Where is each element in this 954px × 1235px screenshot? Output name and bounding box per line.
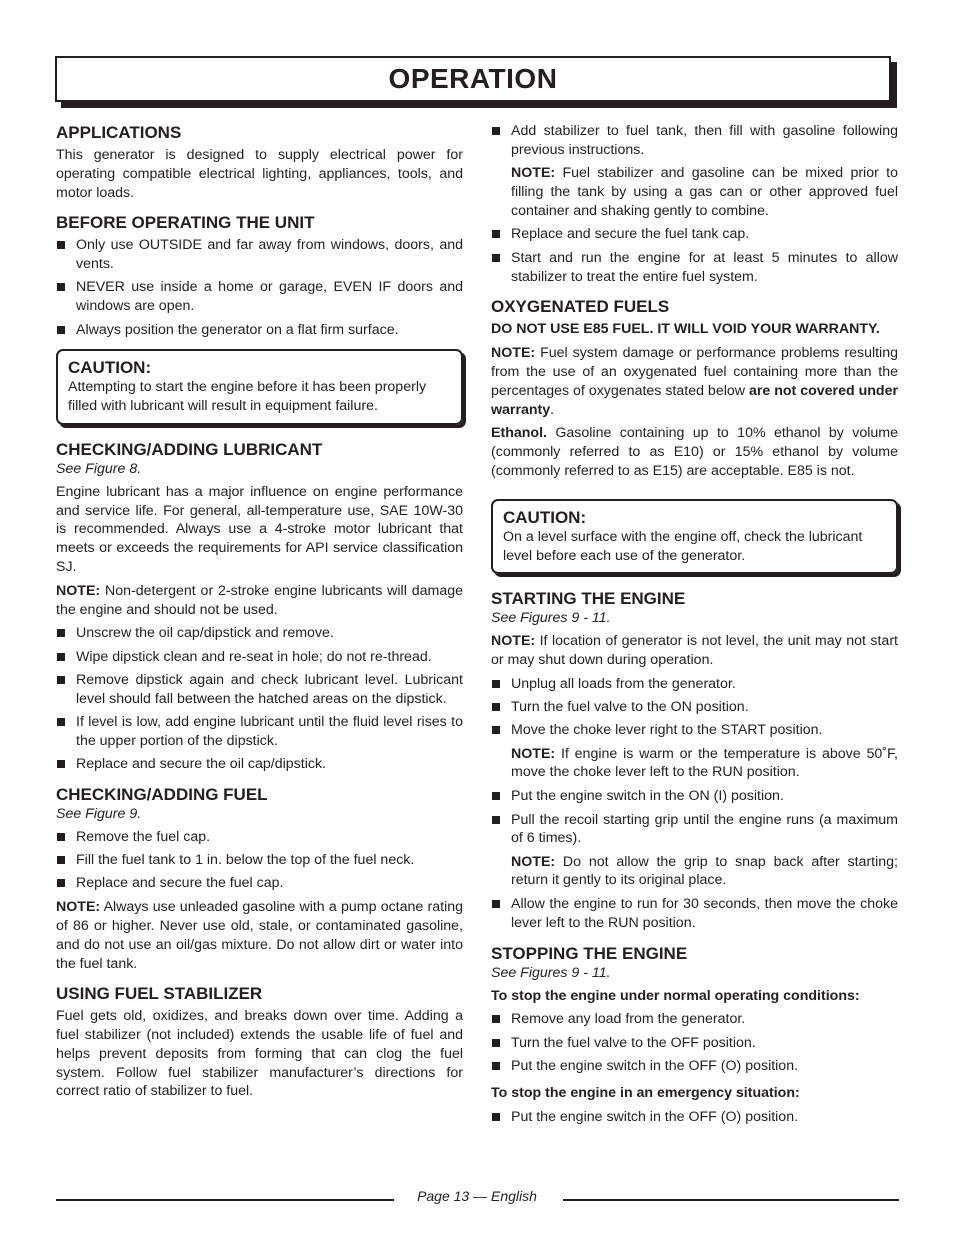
square-bullet-icon [57, 856, 65, 864]
paragraph: Ethanol. Gasoline containing up to 10% ethanol by volume (commonly referred to as E10) or 15% ethanol by volume (commonly referred to as E15) are acceptable. E85 is not. [491, 425, 898, 479]
bullet-list [491, 122, 898, 160]
section-before-operating [56, 212, 463, 339]
section-heading: CHECKING/ADDING FUEL [56, 784, 268, 804]
right-column [491, 122, 898, 1136]
section-fuel [56, 784, 463, 973]
list-item: Turn the fuel valve to the ON position. [491, 698, 898, 717]
subheading: To stop the engine in an emergency situation: [491, 1084, 800, 1101]
list-item: Remove dipstick again and check lubricant level. Lubricant level should fall between the hatched areas on the dipstick. [56, 671, 463, 709]
section-heading: STARTING THE ENGINE [491, 589, 686, 609]
square-bullet-icon [57, 760, 65, 768]
list-item: Only use OUTSIDE and far away from windows, doors, and vents. [56, 236, 463, 274]
square-bullet-icon [57, 879, 65, 887]
list-item: Start and run the engine for at least 5 minutes to allow stabilizer to treat the entire fuel system. [491, 249, 898, 287]
square-bullet-icon [57, 283, 65, 291]
note: NOTE: Fuel system damage or performance problems resulting from the use of an oxygenated fuel containing more than the percentages of oxygenates stated below are not covered under warranty. [491, 345, 898, 418]
page-title: OPERATION [55, 56, 891, 102]
square-bullet-icon [492, 1062, 500, 1070]
square-bullet-icon [57, 653, 65, 661]
bullet-list [491, 1010, 898, 1075]
list-item: Replace and secure the fuel tank cap. [491, 225, 898, 244]
section-heading: APPLICATIONS [56, 123, 182, 142]
square-bullet-icon [492, 1113, 500, 1121]
list-item: Fill the fuel tank to 1 in. below the top of the fuel neck. [56, 851, 463, 870]
note: NOTE: Do not allow the grip to snap back after starting; return it gently to its original place. [511, 853, 898, 889]
list-item: Add stabilizer to fuel tank, then fill with gasoline following previous instructions. [491, 122, 898, 160]
page-number: Page 13 — English [417, 1188, 537, 1204]
list-item: Always position the generator on a flat firm surface. [56, 321, 463, 340]
figure-reference: See Figures 9 - 11. [491, 610, 611, 627]
square-bullet-icon [492, 254, 500, 262]
list-item: Unplug all loads from the generator. [491, 675, 898, 694]
paragraph: Engine lubricant has a major influence on engine performance and service life. For general, all-temperature use, SAE 10W-30 is recommended. Always use a 4-stroke motor lubricant that meets or exceeds the requirements for API service classification SJ. [56, 483, 463, 575]
caution-box [491, 499, 898, 575]
note: NOTE: If engine is warm or the temperature is above 50˚F, move the choke lever left to the RUN position. [511, 745, 898, 781]
note: NOTE: Always use unleaded gasoline with a pump octane rating of 86 or higher. Never use old, stale, or contaminated gasoline, and do not use an oil/gas mixture. Do not allow dirt or water into the fuel tank. [56, 899, 463, 972]
square-bullet-icon [57, 676, 65, 684]
list-item: Put the engine switch in the ON (I) position. [491, 787, 898, 806]
list-item: Replace and secure the fuel cap. [56, 874, 463, 893]
square-bullet-icon [492, 816, 500, 824]
bullet-list [491, 225, 898, 286]
caution-text: Attempting to start the engine before it has been properly filled with lubricant will result in equipment failure. [68, 379, 427, 415]
square-bullet-icon [492, 230, 500, 238]
square-bullet-icon [492, 127, 500, 135]
square-bullet-icon [492, 900, 500, 908]
note: NOTE: Non-detergent or 2-stroke engine lubricants will damage the engine and should not be used. [56, 582, 463, 618]
section-heading: BEFORE OPERATING THE UNIT [56, 213, 315, 233]
paragraph: Fuel gets old, oxidizes, and breaks down over time. Adding a fuel stabilizer (not included) extends the usable life of fuel and helps prevent deposits from forming that can clog the fuel system. Follow fuel stabilizer manufacturer’s directions for correct ratio of stabilizer to fuel. [56, 1008, 463, 1100]
figure-reference: See Figure 8. [56, 460, 142, 477]
caution-text: On a level surface with the engine off, check the lubricant level before each use of the generator. [503, 528, 863, 564]
list-item: Replace and secure the oil cap/dipstick. [56, 755, 463, 774]
square-bullet-icon [492, 1039, 500, 1047]
figure-reference: See Figure 9. [56, 805, 142, 822]
caution-title: CAUTION: [68, 358, 152, 378]
square-bullet-icon [57, 718, 65, 726]
square-bullet-icon [57, 833, 65, 841]
list-item: Turn the fuel valve to the OFF position. [491, 1034, 898, 1053]
list-item: Pull the recoil starting grip until the engine runs (a maximum of 6 times). [491, 811, 898, 849]
section-oxygenated [491, 296, 898, 480]
list-item: Allow the engine to run for 30 seconds, then move the choke lever left to the RUN position. [491, 895, 898, 933]
list-item: Unscrew the oil cap/dipstick and remove. [56, 624, 463, 643]
square-bullet-icon [57, 241, 65, 249]
list-item: NEVER use inside a home or garage, EVEN IF doors and windows are open. [56, 278, 463, 316]
paragraph: This generator is designed to supply electrical power for operating compatible electrical lighting, appliances, tools, and motor loads. [56, 147, 463, 201]
section-lubricant [56, 439, 463, 774]
square-bullet-icon [57, 326, 65, 334]
list-item: Remove the fuel cap. [56, 828, 463, 847]
note: NOTE: Fuel stabilizer and gasoline can be mixed prior to filling the tank by using a gas can or other approved fuel container and shaking gently to combine. [511, 165, 898, 219]
section-applications [56, 122, 463, 202]
list-item: Put the engine switch in the OFF (O) position. [491, 1108, 898, 1127]
left-column [56, 122, 463, 1111]
section-stabilizer [56, 983, 463, 1101]
bullet-list [56, 828, 463, 893]
square-bullet-icon [492, 703, 500, 711]
bullet-list [491, 787, 898, 848]
subheading: To stop the engine under normal operating conditions: [491, 987, 860, 1004]
square-bullet-icon [492, 726, 500, 734]
bullet-list [491, 1108, 898, 1127]
bullet-list [56, 624, 463, 774]
bullet-list [491, 895, 898, 933]
section-heading: OXYGENATED FUELS [491, 297, 670, 317]
list-item: Put the engine switch in the OFF (O) position. [491, 1057, 898, 1076]
section-stopping [491, 943, 898, 1127]
section-stabilizer-continued [491, 122, 898, 286]
warning-text: DO NOT USE E85 FUEL. IT WILL VOID YOUR WARRANTY. [491, 321, 880, 338]
caution-title: CAUTION: [503, 507, 587, 527]
section-heading: CHECKING/ADDING LUBRICANT [56, 439, 323, 459]
list-item: Wipe dipstick clean and re-seat in hole; do not re-thread. [56, 648, 463, 667]
caution-box [56, 349, 463, 425]
note: NOTE: If location of generator is not level, the unit may not start or may shut down during operation. [491, 633, 898, 668]
section-heading: STOPPING THE ENGINE [491, 943, 688, 963]
square-bullet-icon [492, 792, 500, 800]
section-heading: USING FUEL STABILIZER [56, 984, 263, 1004]
list-item: If level is low, add engine lubricant until the fluid level rises to the upper portion of the dipstick. [56, 713, 463, 751]
list-item: Remove any load from the generator. [491, 1010, 898, 1029]
list-item: Move the choke lever right to the START position. [491, 721, 898, 740]
square-bullet-icon [492, 680, 500, 688]
bullet-list [56, 236, 463, 339]
section-starting [491, 588, 898, 932]
bullet-list [491, 675, 898, 740]
square-bullet-icon [492, 1015, 500, 1023]
square-bullet-icon [57, 629, 65, 637]
figure-reference: See Figures 9 - 11. [491, 964, 611, 981]
